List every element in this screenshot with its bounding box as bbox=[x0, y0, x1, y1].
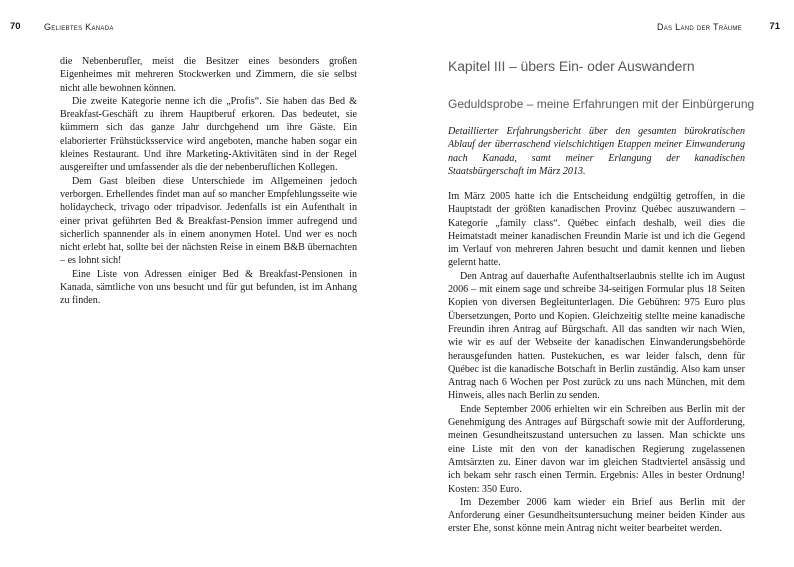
chapter-title: Kapitel III – übers Ein- oder Auswandern bbox=[448, 58, 695, 74]
right-body-text bbox=[448, 190, 745, 536]
section-intro: Detaillierter Erfahrungsbericht über den gesamten bürokratischen Ablauf der überraschend vielschichtigen Etappen meiner Einwanderung nach Kanada, samt meiner Erlangung der kanadischen Staatsbürgerschaft im März 2013. bbox=[448, 126, 745, 177]
paragraph: Dem Gast bleiben diese Unterschiede im Allgemeinen jedoch verborgen. Erhellendes findet man auf so mancher Empfehlungsseite wie holidaycheck, trivago oder tripadvisor. Jedenfalls ist ein Aufenthalt in einer privat geführten Bed & Breakfast-Pension immer aufregend und sicherlich spannender als in einem anonymen Hotel. Und wer es noch nicht erlebt hat, sollte bei der nächsten Reise in einem B&B übernachten – es lohnt sich! bbox=[60, 175, 357, 267]
running-head-right: Das Land der Träume bbox=[656, 22, 742, 32]
left-body-text bbox=[60, 55, 357, 308]
page-number-left: 70 bbox=[10, 21, 21, 32]
section-title: Geduldsprobe – meine Erfahrungen mit der Einbürgerung bbox=[448, 97, 755, 111]
paragraph: Den Antrag auf dauerhafte Aufenthaltserlaubnis stellte ich im August 2006 – mit einem sage und schreibe 34-seitigen Formular plus 18 Seiten Kopien von diversen Begleitunterlagen. Die Gebühren: 975 Euro plus Übersetzungen, Porto und Kopien. Gleichzeitig stellte meine kanadische Freundin ihren Antrag auf Bürgschaft. All das sandten wir nach Wien, wie wir es auf der Webseite der kanadischen Einwanderungsbehörde herausgefunden hatten. Pustekuchen, es war leider falsch, denn für Québec ist die kanadische Botschaft in Berlin zuständig. Also kam unser Antrag nach 6 Wochen per Post zurück zu uns nach München, mit dem Hinweis, alles nach Berlin zu senden. bbox=[448, 270, 745, 402]
paragraph: die Nebenberufler, meist die Besitzer eines besonders großen Eigenheimes mit mehreren Stockwerken und Zimmern, die sie selbst nicht alle bewohnen können. bbox=[60, 56, 357, 94]
right-page bbox=[397, 0, 794, 567]
running-head-left: Geliebtes Kanada bbox=[44, 22, 114, 32]
paragraph: Im Dezember 2006 kam wieder ein Brief aus Berlin mit der Anforderung einer Gesundheitsuntersuchung meiner beiden Kinder aus erster Ehe, sonst könne mein Antrag nicht weiter bearbeitet werden. bbox=[448, 496, 745, 535]
paragraph: Die zweite Kategorie nenne ich die „Profis“. Sie haben das Bed & Breakfast-Geschäft zu ihrem Hauptberuf erkoren. Das bedeutet, sie kümmern sich das ganze Jahr durchgehend um ihre Gäste. Ein elaborierter Frühstücksservice wird angeboten, manche haben sogar ein kleines Restaurant. Und ihre Marketing-Aktivitäten sind in der Regel ausgereifter und umfassender als die der nebenberuflichen Kollegen. bbox=[60, 95, 357, 174]
paragraph: Ende September 2006 erhielten wir ein Schreiben aus Berlin mit der Genehmigung des Antrages auf Bürgschaft sowie mit der Aufforderung, meinen Gesundheitszustand untersuchen zu lassen. Man schickte uns eine Liste mit den von der kanadischen Regierung zugelassenen Amtsärzten zu. Einer davon war im gleichen Stadtviertel ansässig und ich bekam sehr rasch einen Termin. Ergebnis: Alles in bester Ordnung! Kosten: 350 Euro. bbox=[448, 403, 745, 495]
page-number-right: 71 bbox=[769, 21, 780, 32]
paragraph: Eine Liste von Adressen einiger Bed & Breakfast-Pensionen in Kanada, sämtliche von uns besucht und für gut befunden, ist im Anhang zu finden. bbox=[60, 268, 357, 307]
paragraph: Im März 2005 hatte ich die Entscheidung endgültig getroffen, in die Hauptstadt der größten kanadischen Provinz Québec auszuwandern – Kategorie „family class“. Québec einfach deshalb, weil dies die Heimatstadt meiner kanadischen Freundin Marie ist und ich die Gegend im Verlauf von mehreren Jahren besucht und damit kennen und lieben gelernt hatte. bbox=[448, 191, 745, 269]
